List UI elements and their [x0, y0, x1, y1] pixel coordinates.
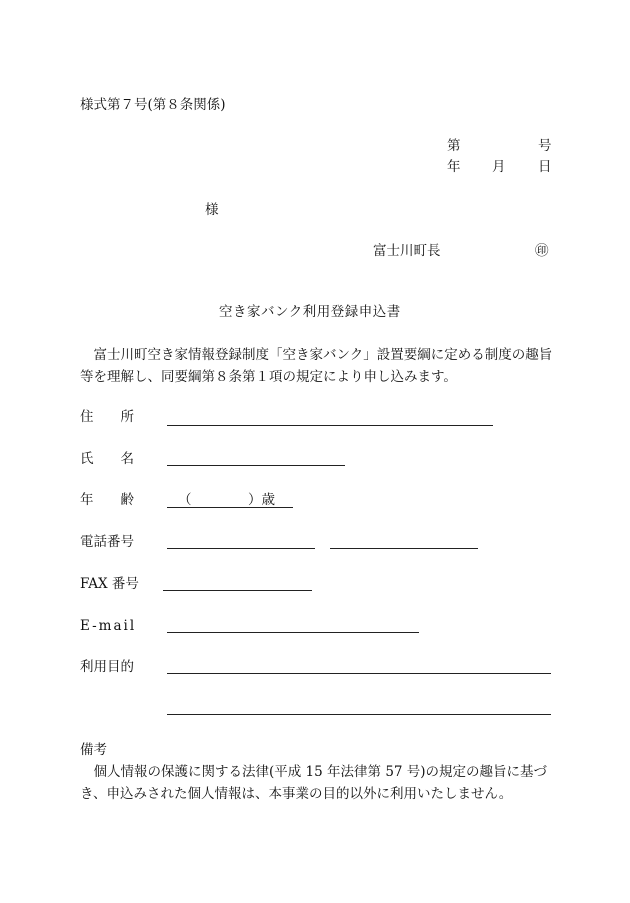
- doc-number-dai: 第: [447, 138, 461, 154]
- address-label: 住 所: [80, 409, 134, 425]
- age-field-line[interactable]: [167, 507, 293, 508]
- form-id: 様式第７号(第８条関係): [80, 97, 226, 113]
- seal-icon: ㊞: [535, 243, 549, 259]
- notes-body: 個人情報の保護に関する法律(平成 15 年法律第 57 号)の規定の趣旨に基づき、申込みされた個人情報は、本事業の目的以外に利用いたしません。: [80, 764, 548, 802]
- age-open-paren: （: [178, 492, 192, 508]
- notes-heading: 備考: [80, 742, 107, 758]
- date-day: 日: [538, 159, 552, 175]
- issuer: 富士川町長: [373, 243, 441, 259]
- fax-field-line[interactable]: [163, 590, 312, 591]
- email-label: E-mail: [80, 618, 137, 634]
- purpose-label: 利用目的: [80, 659, 134, 675]
- date-year: 年: [447, 159, 461, 175]
- addressee-suffix: 様: [205, 202, 219, 218]
- address-field-line[interactable]: [167, 425, 493, 426]
- age-label: 年 齢: [80, 492, 134, 508]
- email-field-line[interactable]: [167, 632, 419, 633]
- name-label: 氏 名: [80, 451, 134, 467]
- phone-field-line-1[interactable]: [167, 548, 315, 549]
- phone-label: 電話番号: [80, 534, 134, 550]
- page-title: 空き家バンク利用登録申込書: [219, 304, 401, 320]
- age-close-suffix: ）歳: [248, 492, 275, 508]
- purpose-field-line-1[interactable]: [167, 673, 551, 674]
- phone-field-line-2[interactable]: [330, 548, 478, 549]
- intro-paragraph: 富士川町空き家情報登録制度「空き家バンク」設置要綱に定める制度の趣旨等を理解し、同要綱第８条第１項の規定により申し込みます。: [80, 347, 553, 385]
- date-month: 月: [492, 159, 506, 175]
- doc-number-go: 号: [538, 138, 552, 154]
- name-field-line[interactable]: [167, 465, 345, 466]
- purpose-field-line-2[interactable]: [167, 714, 551, 715]
- fax-label: FAX 番号: [80, 576, 139, 592]
